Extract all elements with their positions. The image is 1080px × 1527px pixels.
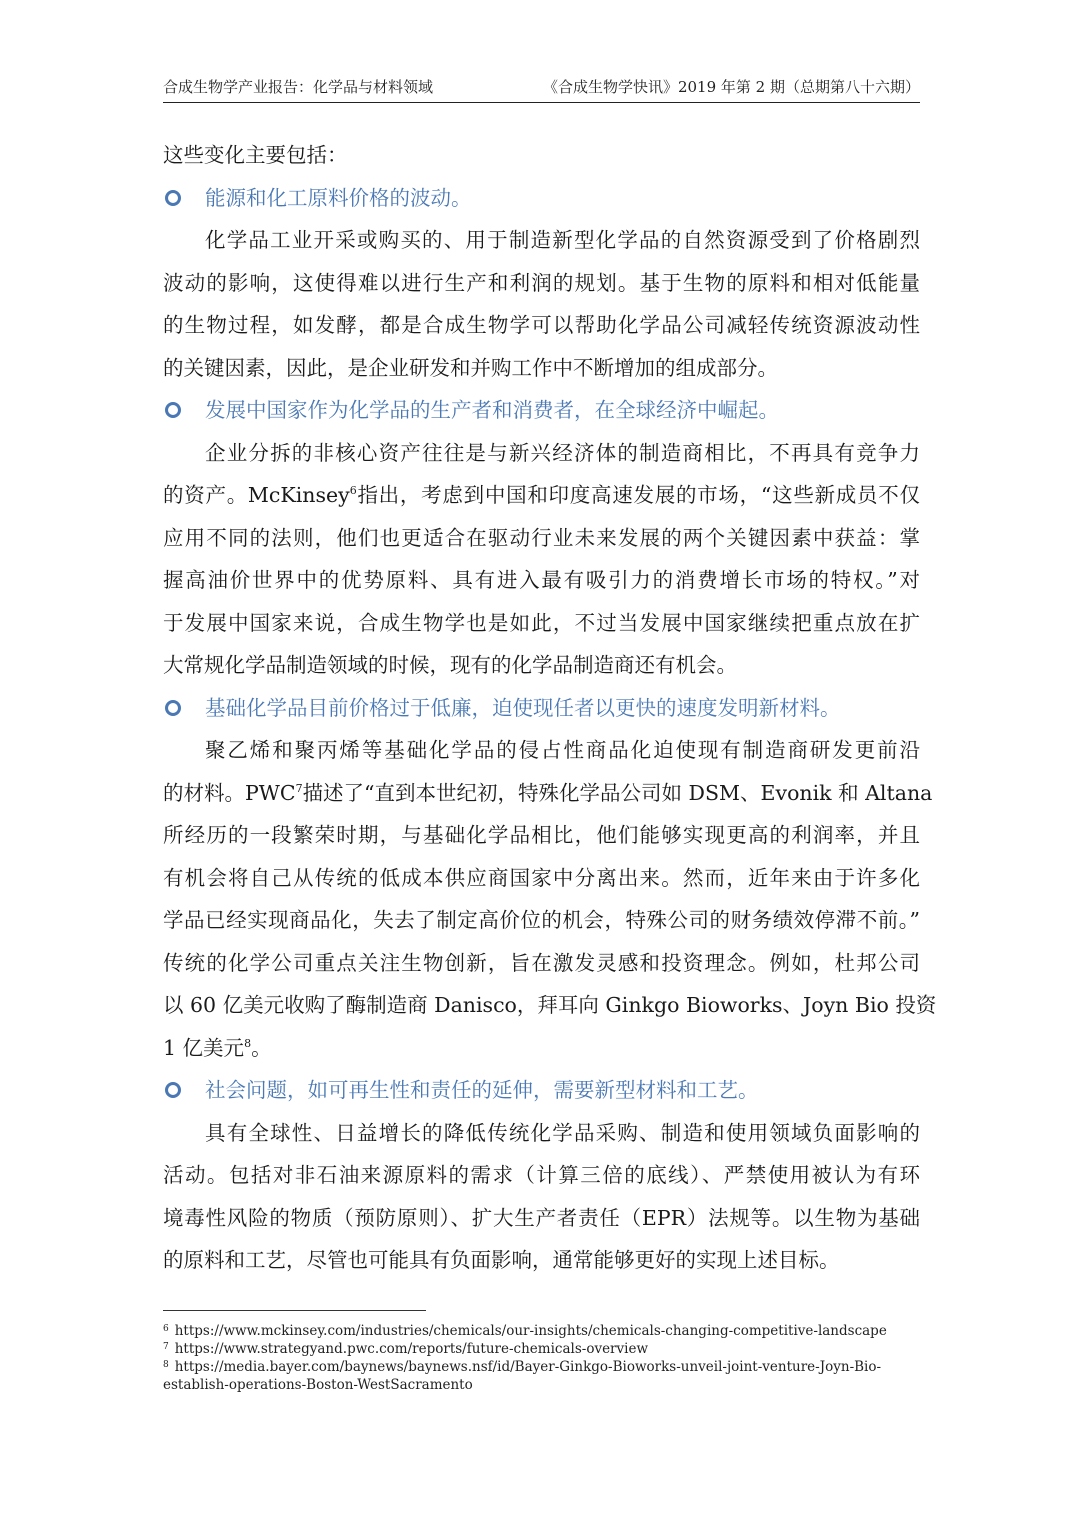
footnote — [163, 1340, 923, 1358]
intro-line: 这些变化主要包括： — [163, 143, 348, 167]
footnote-divider — [163, 1310, 426, 1311]
text-run: 的材料。PWC — [163, 780, 296, 805]
bullet-heading — [163, 687, 920, 730]
running-header — [163, 76, 920, 103]
paragraph-line: 于发展中国家来说，合成生物学也是如此，不过当发展中国家继续把重点放在扩 — [163, 610, 920, 635]
paragraph-line: 活动。包括对非石油来源原料的需求（计算三倍的底线）、严禁使用被认为有环 — [163, 1163, 920, 1187]
bullet-text: 能源和化工原料价格的波动。 — [205, 185, 472, 210]
paragraph-line: 具有全球性、日益增长的降低传统化学品采购、制造和使用领域负面影响的 — [205, 1120, 920, 1145]
paragraph-line — [163, 1027, 920, 1070]
header-issue-info: 《合成生物学快讯》2019 年第 2 期（总期第八十六期） — [542, 78, 920, 96]
bullet-text: 基础化学品目前价格过于低廉，迫使现任者以更快的速度发明新材料。 — [205, 695, 841, 720]
paragraph-line: 大常规化学品制造领域的时候，现有的化学品制造商还有机会。 — [163, 653, 737, 677]
circle-bullet-icon — [165, 402, 181, 418]
paragraph-line: 传统的化学公司重点关注生物创新，旨在激发灵感和投资理念。例如，杜邦公司 — [163, 950, 920, 975]
bullet-text: 社会问题，如可再生性和责任的延伸，需要新型材料和工艺。 — [205, 1078, 759, 1102]
paragraph-line: 波动的影响，这使得难以进行生产和利润的规划。基于生物的原料和相对低能量 — [163, 270, 920, 295]
text-run: 描述了“直到本世纪初，特殊化学品公司如 DSM、Evonik 和 Altana — [302, 780, 933, 805]
paragraph-line: 的关键因素，因此，是企业研发和并购工作中不断增加的组成部分。 — [163, 355, 778, 380]
footnote-ref: 8 — [244, 1036, 252, 1050]
paragraph-line: 所经历的一段繁荣时期，与基础化学品相比，他们能够实现更高的利润率，并且 — [163, 823, 920, 847]
bullet-heading — [163, 389, 920, 432]
footnote-number: 8 — [163, 1360, 169, 1370]
paragraph-line: 握高油价世界中的优势原料、具有进入最有吸引力的消费增长市场的特权。”对 — [163, 568, 920, 592]
paragraph-line: 学品已经实现商品化，失去了制定高价位的机会，特殊公司的财务绩效停滞不前。” — [163, 908, 920, 932]
paragraph-line: 有机会将自己从传统的低成本供应商国家中分离出来。然而，近年来由于许多化 — [163, 865, 920, 890]
footnote-ref: 7 — [295, 781, 303, 795]
footnote — [163, 1358, 923, 1376]
circle-bullet-icon — [165, 190, 181, 206]
paragraph-line — [163, 474, 920, 517]
paragraph-line: 化学品工业开采或购买的、用于制造新型化学品的自然资源受到了价格剧烈 — [205, 228, 920, 252]
paragraph-line: 以 60 亿美元收购了酶制造商 Danisco，拜耳向 Ginkgo Bioworks、Joyn Bio 投资 — [163, 993, 937, 1017]
footnote-url[interactable]: https://media.bayer.com/baynews/baynews.nsf/id/Bayer-Ginkgo-Bioworks-unveil-joint-venture-Joyn-Bio- — [174, 1359, 882, 1375]
text-run: 的资产。McKinsey — [163, 483, 350, 507]
footnote-url[interactable]: https://www.strategyand.pwc.com/reports/future-chemicals-overview — [174, 1341, 648, 1357]
header-report-title: 合成生物学产业报告：化学品与材料领域 — [163, 78, 434, 96]
paragraph-line: 企业分拆的非核心资产往往是与新兴经济体的制造商相比，不再具有竞争力 — [205, 440, 920, 465]
paragraph-line — [163, 772, 933, 815]
text-run: 指出，考虑到中国和印度高速发展的市场，“这些新成员不仅 — [356, 483, 920, 507]
main-content — [163, 134, 937, 1282]
footnote-url[interactable]: establish-operations-Boston-WestSacramento — [163, 1377, 473, 1393]
text-run: 1 亿美元 — [163, 1035, 245, 1060]
paragraph-line: 的原料和工艺，尽管也可能具有负面影响，通常能够更好的实现上述目标。 — [163, 1248, 840, 1272]
paragraph-line: 境毒性风险的物质（预防原则）、扩大生产者责任（EPR）法规等。以生物为基础 — [163, 1205, 920, 1230]
footnote-number: 7 — [163, 1342, 169, 1352]
circle-bullet-icon — [165, 1082, 181, 1098]
footnote — [163, 1322, 923, 1340]
bullet-heading — [163, 177, 920, 220]
footnote-ref: 6 — [349, 484, 357, 497]
paragraph-line: 应用不同的法则，他们也更适合在驱动行业未来发展的两个关键因素中获益：掌 — [163, 525, 920, 550]
paragraph-line: 聚乙烯和聚丙烯等基础化学品的侵占性商品化迫使现有制造商研发更前沿 — [205, 738, 920, 762]
bullet-text: 发展中国家作为化学品的生产者和消费者，在全球经济中崛起。 — [205, 398, 779, 422]
bullet-heading — [163, 1069, 920, 1112]
footnote-number: 6 — [163, 1324, 169, 1334]
footnotes — [163, 1322, 923, 1394]
footnote-url[interactable]: https://www.mckinsey.com/industries/chemicals/our-insights/chemicals-changing-competitive-landscape — [174, 1323, 887, 1339]
circle-bullet-icon — [165, 700, 181, 716]
text-run: 。 — [251, 1035, 272, 1060]
paragraph-line: 的生物过程，如发酵，都是合成生物学可以帮助化学品公司减轻传统资源波动性 — [163, 313, 920, 337]
footnote-continuation — [163, 1376, 923, 1394]
